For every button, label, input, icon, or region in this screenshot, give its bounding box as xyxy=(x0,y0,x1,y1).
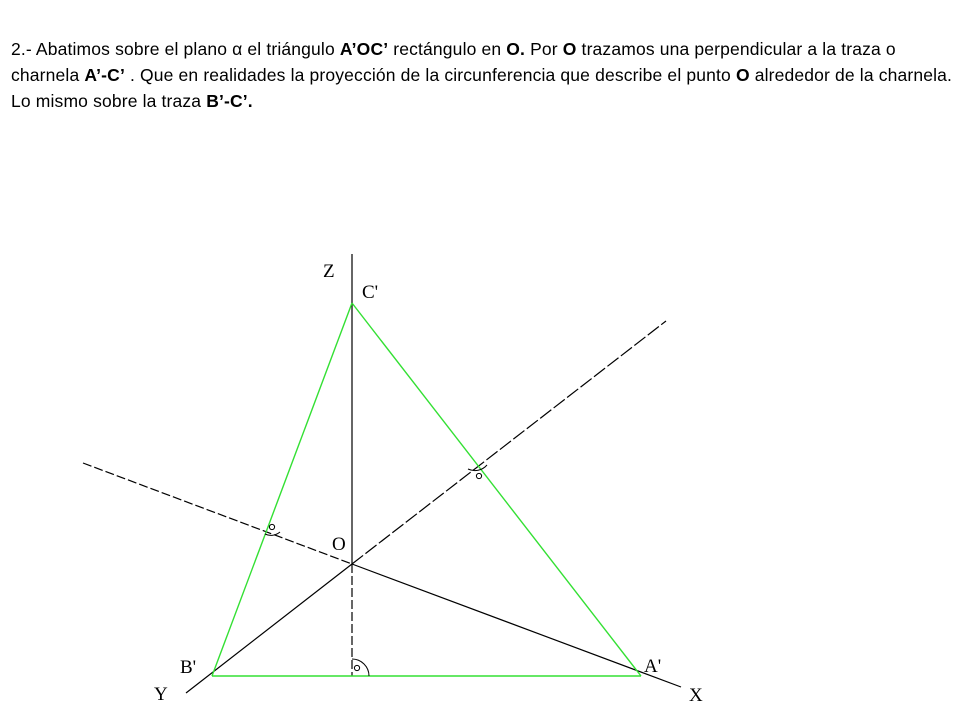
caption-part-1: Abatimos sobre el plano α el triángulo xyxy=(31,39,340,59)
label-z: Z xyxy=(323,261,335,282)
caption-part-4: trazamos una perpendicular a la traza o charnela xyxy=(11,39,896,85)
caption-number: 2.- xyxy=(11,39,32,59)
caption-bold-trace-ac: A’-C’ xyxy=(84,65,125,85)
caption-bold-o-point-2: O xyxy=(735,65,750,85)
y-axis-line xyxy=(186,564,352,693)
x-axis-line xyxy=(352,564,681,687)
triangle-side-bc xyxy=(212,303,352,676)
label-o: O xyxy=(332,534,346,555)
caption-bold-o-point: O xyxy=(562,39,577,59)
caption-part-2: rectángulo en xyxy=(388,39,507,59)
perpendicular-dashed-line xyxy=(352,321,666,564)
label-x: X xyxy=(689,685,703,706)
caption-part-3: Por xyxy=(525,39,563,59)
caption-bold-o: O. xyxy=(506,39,526,59)
triangle-side-ca xyxy=(352,303,641,676)
x-axis-dashed-extension xyxy=(83,463,352,564)
caption-part-6: alrededor de la charnela. Lo mismo sobre la traza xyxy=(11,65,953,111)
label-b-prime: B' xyxy=(180,657,197,678)
right-angle-mark-bottom xyxy=(352,659,369,676)
label-y: Y xyxy=(154,684,168,705)
label-a-prime: A' xyxy=(644,656,662,677)
caption-bold-triangle: A’OC’ xyxy=(339,39,389,59)
caption-part-5: . Que en realidades la proyección de la circunferencia que describe el punto xyxy=(124,65,736,85)
caption-bold-trace-bc: B’-C’. xyxy=(206,91,253,111)
label-c-prime: C' xyxy=(362,282,379,303)
